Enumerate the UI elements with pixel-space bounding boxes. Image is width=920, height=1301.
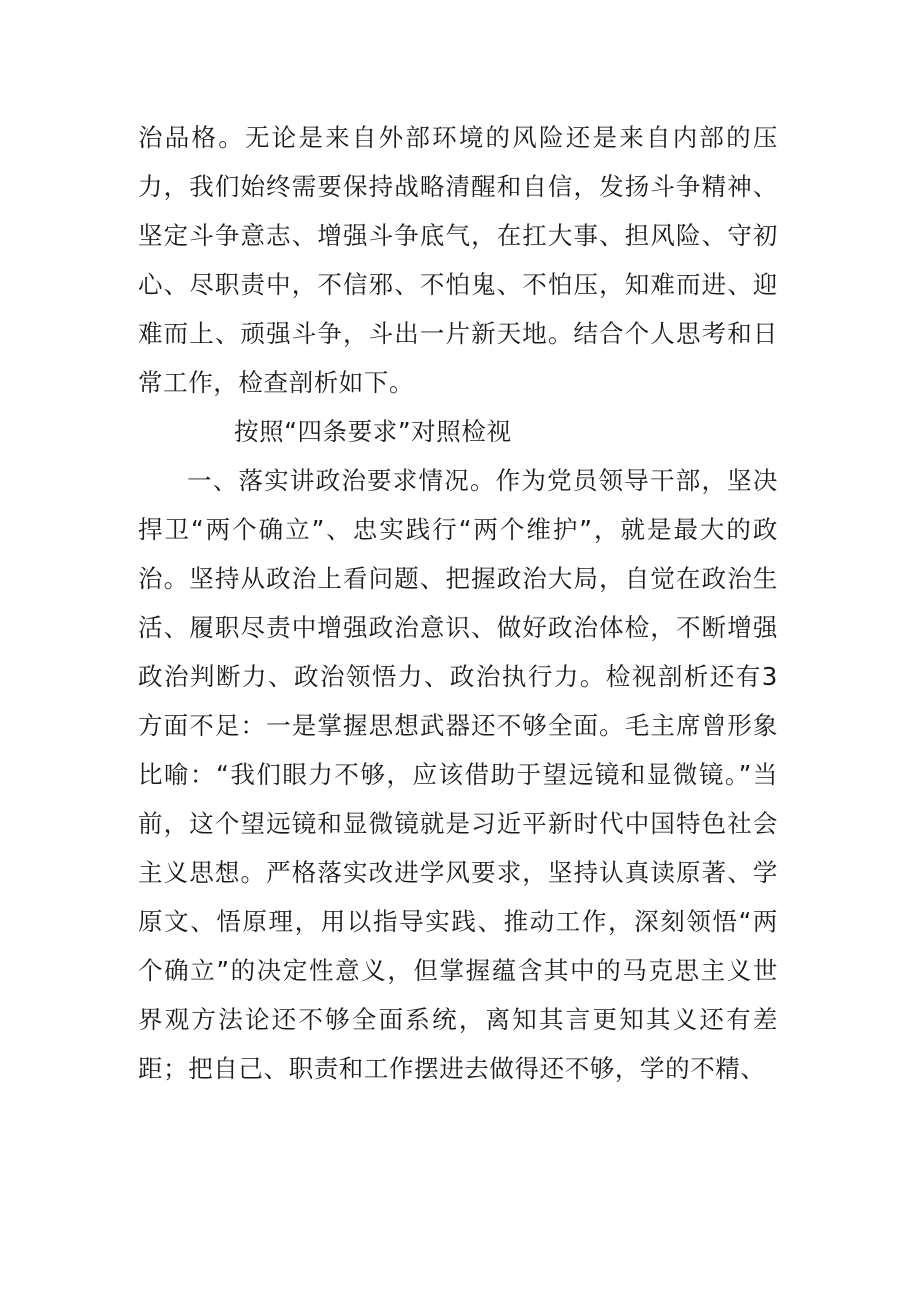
document-body [138,113,778,1093]
paragraph-continued: 治品格。无论是来自外部环境的风险还是来自内部的压力，我们始终需要保持战略清醒和自信，发扬斗争精神、坚定斗争意志、增强斗争底气，在扛大事、担风险、守初心、尽职责中，不信邪、不怕鬼、不怕压，知难而进、迎难而上、顽强斗争，斗出一片新天地。结合个人思考和日常工作，检查剖析如下。 [138,123,778,397]
paragraph-section-one: 一、落实讲政治要求情况。作为党员领导干部，坚决捍卫“两个确立”、忠实践行“两个维护”，就是最大的政治。坚持从政治上看问题、把握政治大局，自觉在政治生活、履职尽责中增强政治意识、做好政治体检，不断增强政治判断力、政治领悟力、政治执行力。检视剖析还有3方面不足：一是掌握思想武器还不够全面。毛主席曾形象比喻：“我们眼力不够，应该借助于望远镜和显微镜。”当前，这个望远镜和显微镜就是习近平新时代中国特色社会主义思想。严格落实改进学风要求，坚持认真读原著、学原文、悟原理，用以指导实践、推动工作，深刻领悟“两个确立”的决定性意义，但掌握蕴含其中的马克思主义世界观方法论还不够全面系统，离知其言更知其义还有差距；把自己、职责和工作摆进去做得还不够，学的不精、 [138,466,778,1083]
section-heading: 按照“四条要求”对照检视 [234,417,512,446]
